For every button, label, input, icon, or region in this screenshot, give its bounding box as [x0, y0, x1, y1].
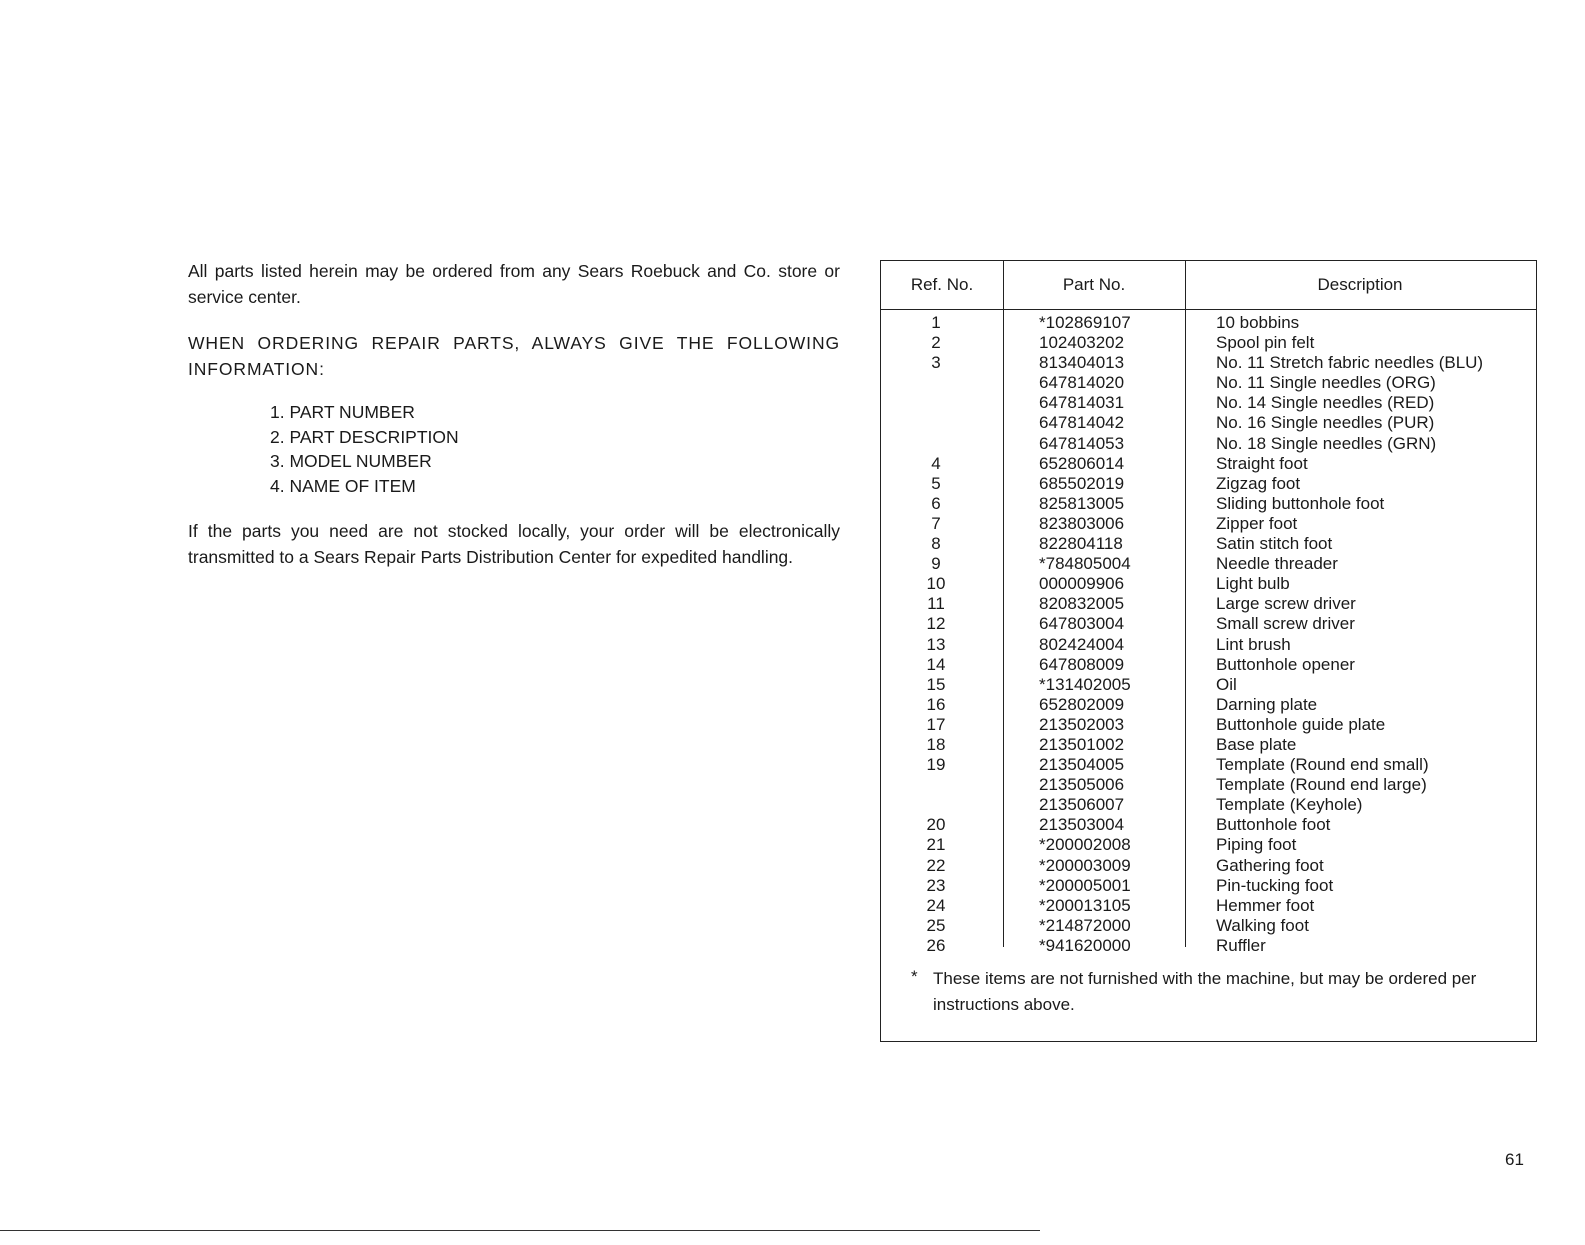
header-description: Description — [1317, 275, 1403, 294]
table-row — [881, 635, 1536, 655]
cell-part-no: 823803006 — [1039, 513, 1125, 533]
cell-description: Walking foot — [1216, 915, 1309, 935]
cell-description: Gathering foot — [1216, 855, 1324, 875]
cell-part-no: 647814042 — [1039, 413, 1125, 433]
cell-description: Light bulb — [1216, 574, 1290, 594]
cell-part-no: 822804118 — [1039, 534, 1123, 554]
page-number: 61 — [1505, 1150, 1524, 1169]
cell-description: No. 11 Stretch fabric needles (BLU) — [1216, 353, 1484, 373]
cell-description: Zigzag foot — [1216, 473, 1301, 493]
cell-ref-no: 13 — [926, 634, 946, 654]
table-row — [881, 373, 1536, 393]
cell-ref-no: 19 — [926, 755, 946, 775]
table-row — [881, 594, 1536, 614]
cell-ref-no: 25 — [926, 915, 946, 935]
ordering-heading: WHEN ORDERING REPAIR PARTS, ALWAYS GIVE THE FOLLOWING INFORMATION: — [188, 333, 840, 379]
cell-part-no: 213506007 — [1039, 795, 1125, 815]
cell-part-no: *200002008 — [1039, 835, 1131, 855]
cell-ref-no: 17 — [926, 714, 946, 734]
table-row — [881, 393, 1536, 413]
cell-part-no: 213501002 — [1039, 734, 1125, 754]
cell-part-no: 820832005 — [1039, 594, 1125, 614]
footnote-bullet: * — [911, 967, 918, 986]
list-item: 2. PART DESCRIPTION — [270, 426, 459, 447]
cell-description: Buttonhole foot — [1216, 815, 1331, 835]
cell-part-no: *200013105 — [1039, 895, 1131, 915]
table-row — [881, 474, 1536, 494]
table-row — [881, 494, 1536, 514]
cell-part-no: *784805004 — [1039, 554, 1131, 574]
cell-description: No. 11 Single needles (ORG) — [1216, 373, 1436, 393]
table-row — [881, 614, 1536, 634]
cell-part-no: 647803004 — [1039, 614, 1125, 634]
cell-description: Darning plate — [1216, 694, 1318, 714]
cell-ref-no: 10 — [926, 574, 946, 594]
cell-ref-no: 5 — [931, 473, 941, 493]
cell-ref-no: 7 — [931, 513, 941, 533]
cell-ref-no: 16 — [926, 694, 946, 714]
table-row — [881, 876, 1536, 896]
table-header — [881, 261, 1536, 310]
intro-paragraph: All parts listed herein may be ordered from any Sears Roebuck and Co. store or service center. — [188, 261, 840, 307]
cell-description: Buttonhole guide plate — [1216, 714, 1386, 734]
table-row — [881, 413, 1536, 433]
bottom-rule — [0, 1230, 1040, 1231]
cell-ref-no: 18 — [926, 734, 946, 754]
cell-description: Large screw driver — [1216, 594, 1356, 614]
cell-part-no: 000009906 — [1039, 574, 1125, 594]
cell-description: Ruffler — [1216, 935, 1266, 955]
cell-ref-no: 3 — [931, 353, 941, 373]
table-row — [881, 333, 1536, 353]
cell-ref-no: 11 — [927, 594, 945, 614]
cell-description: Pin-tucking foot — [1216, 875, 1334, 895]
cell-description: Template (Round end large) — [1216, 775, 1427, 795]
cell-ref-no: 21 — [926, 835, 946, 855]
cell-part-no: 213503004 — [1039, 815, 1125, 835]
cell-description: No. 18 Single needles (GRN) — [1216, 433, 1437, 453]
list-item: 3. MODEL NUMBER — [270, 451, 432, 471]
cell-part-no: 652802009 — [1039, 694, 1125, 714]
footnote-text: These items are not furnished with the machine, but may be ordered per instructions above. — [933, 969, 1477, 1014]
cell-part-no: 652806014 — [1039, 453, 1125, 473]
cell-ref-no: 20 — [926, 815, 946, 835]
cell-description: Buttonhole opener — [1216, 654, 1355, 674]
cell-ref-no: 24 — [926, 895, 946, 915]
cell-part-no: 102403202 — [1039, 333, 1125, 353]
cell-part-no: *200005001 — [1039, 875, 1131, 895]
cell-part-no: 647814053 — [1039, 433, 1125, 453]
cell-part-no: 825813005 — [1039, 493, 1125, 513]
cell-ref-no: 15 — [926, 674, 946, 694]
cell-description: Piping foot — [1216, 835, 1297, 855]
cell-part-no: *214872000 — [1039, 915, 1131, 935]
cell-part-no: 685502019 — [1039, 473, 1125, 493]
table-row — [881, 353, 1536, 373]
ordering-instructions — [188, 258, 840, 570]
cell-description: Satin stitch foot — [1216, 534, 1333, 554]
cell-description: Oil — [1216, 674, 1237, 694]
cell-description: Lint brush — [1216, 634, 1291, 654]
stock-paragraph: If the parts you need are not stocked locally, your order will be electronically transmitted to a Sears Repair Parts Distribution Center for expedited handling. — [188, 521, 840, 567]
table-row — [881, 735, 1536, 755]
list-item: 1. PART NUMBER — [270, 402, 415, 422]
table-row — [881, 574, 1536, 594]
cell-description: Straight foot — [1216, 453, 1308, 473]
cell-description: Template (Round end small) — [1216, 755, 1429, 775]
table-row — [881, 434, 1536, 454]
table-row — [881, 514, 1536, 534]
table-row — [881, 554, 1536, 574]
header-part-no: Part No. — [1062, 275, 1126, 294]
table-row — [881, 313, 1536, 333]
cell-ref-no: 2 — [931, 333, 941, 353]
table-row — [881, 936, 1536, 956]
cell-part-no: 213505006 — [1039, 775, 1125, 795]
cell-part-no: 647808009 — [1039, 654, 1125, 674]
cell-part-no: 213502003 — [1039, 714, 1125, 734]
cell-part-no: *200003009 — [1039, 855, 1131, 875]
cell-part-no: 813404013 — [1039, 353, 1125, 373]
table-row — [881, 534, 1536, 554]
cell-description: 10 bobbins — [1216, 313, 1300, 332]
table-row — [881, 835, 1536, 855]
cell-description: No. 14 Single needles (RED) — [1216, 393, 1435, 413]
cell-part-no: *941620000 — [1039, 935, 1131, 955]
table-row — [881, 815, 1536, 835]
required-info-list — [270, 400, 840, 498]
parts-table — [880, 260, 1537, 1042]
cell-description: Needle threader — [1216, 554, 1338, 574]
cell-ref-no: 8 — [931, 534, 941, 554]
cell-description: Hemmer foot — [1216, 895, 1315, 915]
cell-part-no: 213504005 — [1039, 755, 1125, 775]
cell-description: Sliding buttonhole foot — [1216, 493, 1385, 513]
cell-part-no: 647814020 — [1039, 373, 1125, 393]
cell-description: Base plate — [1216, 734, 1297, 754]
cell-ref-no: 6 — [931, 493, 941, 513]
table-body — [881, 313, 1536, 956]
list-item: 4. NAME OF ITEM — [270, 475, 416, 496]
table-row — [881, 454, 1536, 474]
cell-ref-no: 4 — [931, 453, 941, 473]
cell-ref-no: 23 — [926, 875, 946, 895]
cell-ref-no: 12 — [926, 614, 946, 634]
header-ref-no: Ref. No. — [910, 275, 974, 294]
table-row — [881, 755, 1536, 775]
cell-description: No. 16 Single needles (PUR) — [1216, 413, 1435, 433]
cell-part-no: 647814031 — [1039, 393, 1125, 413]
cell-description: Spool pin felt — [1216, 333, 1315, 353]
cell-ref-no: 22 — [926, 855, 946, 875]
cell-part-no: *131402005 — [1039, 674, 1131, 694]
table-row — [881, 695, 1536, 715]
cell-description: Template (Keyhole) — [1216, 795, 1363, 815]
table-row — [881, 896, 1536, 916]
cell-part-no: 802424004 — [1039, 634, 1125, 654]
table-row — [881, 916, 1536, 936]
table-row — [881, 655, 1536, 675]
cell-description: Zipper foot — [1216, 513, 1298, 533]
table-row — [881, 675, 1536, 695]
cell-ref-no: 9 — [931, 554, 941, 574]
cell-part-no: *102869107 — [1039, 313, 1131, 332]
cell-ref-no: 1 — [931, 313, 941, 332]
footnote — [911, 966, 1511, 1018]
table-row — [881, 775, 1536, 795]
table-row — [881, 795, 1536, 815]
cell-description: Small screw driver — [1216, 614, 1355, 634]
table-row — [881, 715, 1536, 735]
table-row — [881, 856, 1536, 876]
cell-ref-no: 14 — [926, 654, 946, 674]
cell-ref-no: 26 — [926, 935, 946, 955]
